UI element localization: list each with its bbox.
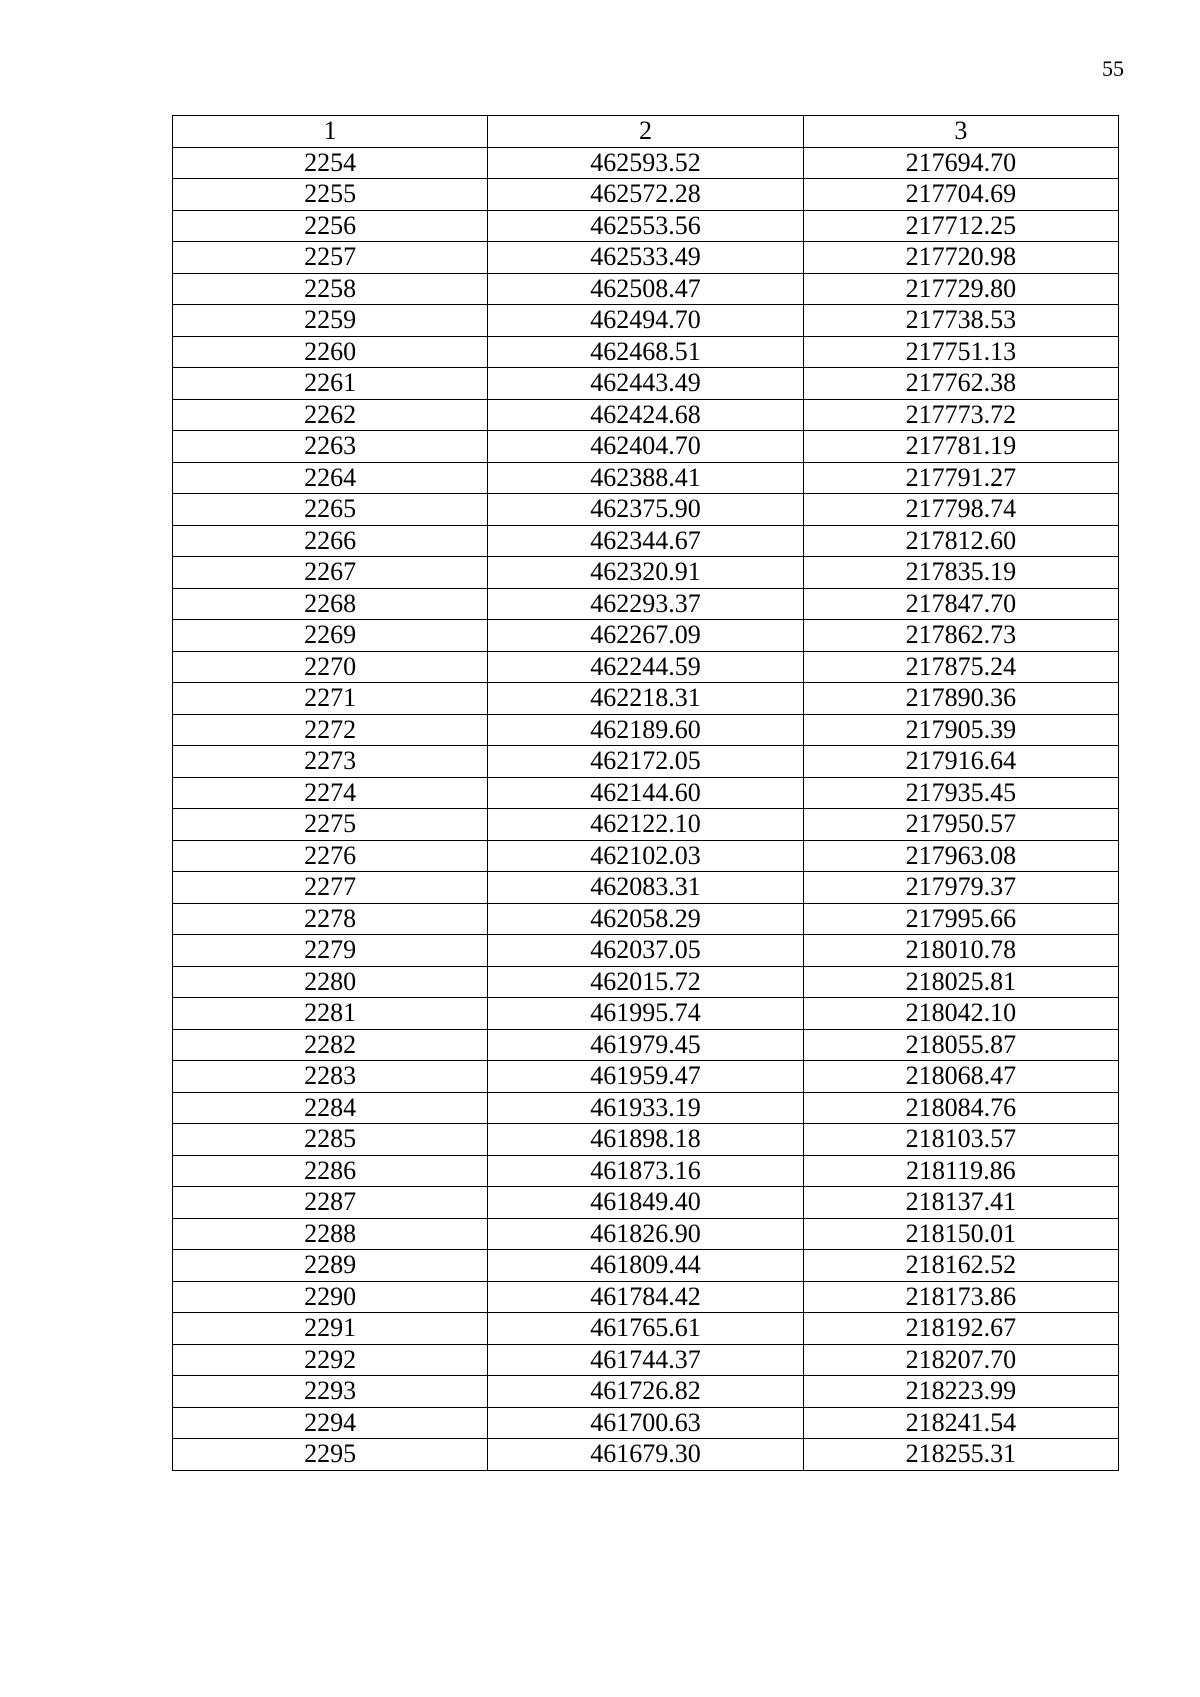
table-cell: 2282 <box>173 1029 488 1061</box>
column-header: 1 <box>173 116 488 148</box>
table-row <box>173 1250 1119 1282</box>
table-cell: 462244.59 <box>488 651 803 683</box>
table-row <box>173 1124 1119 1156</box>
table-cell: 218241.54 <box>803 1407 1118 1439</box>
table-cell: 2267 <box>173 557 488 589</box>
table-cell: 217791.27 <box>803 462 1118 494</box>
table-row <box>173 588 1119 620</box>
table-cell: 2281 <box>173 998 488 1030</box>
table-row <box>173 840 1119 872</box>
table-cell: 462218.31 <box>488 683 803 715</box>
table-cell: 217847.70 <box>803 588 1118 620</box>
table-cell: 461726.82 <box>488 1376 803 1408</box>
table-cell: 218162.52 <box>803 1250 1118 1282</box>
table-cell: 217995.66 <box>803 903 1118 935</box>
table-row <box>173 651 1119 683</box>
column-header: 2 <box>488 116 803 148</box>
table-cell: 461826.90 <box>488 1218 803 1250</box>
table-cell: 461765.61 <box>488 1313 803 1345</box>
table-cell: 462144.60 <box>488 777 803 809</box>
table-cell: 2268 <box>173 588 488 620</box>
table-cell: 217712.25 <box>803 210 1118 242</box>
table-cell: 461700.63 <box>488 1407 803 1439</box>
table-row <box>173 242 1119 274</box>
table-row <box>173 1313 1119 1345</box>
table-row <box>173 746 1119 778</box>
table-cell: 2275 <box>173 809 488 841</box>
table-cell: 2287 <box>173 1187 488 1219</box>
table-cell: 462443.49 <box>488 368 803 400</box>
table-row <box>173 620 1119 652</box>
table-cell: 461995.74 <box>488 998 803 1030</box>
table-cell: 218207.70 <box>803 1344 1118 1376</box>
table-cell: 462593.52 <box>488 147 803 179</box>
table-cell: 2286 <box>173 1155 488 1187</box>
table-row <box>173 1344 1119 1376</box>
table-cell: 2263 <box>173 431 488 463</box>
table-cell: 2285 <box>173 1124 488 1156</box>
table-row <box>173 998 1119 1030</box>
table-cell: 2277 <box>173 872 488 904</box>
table-cell: 2256 <box>173 210 488 242</box>
table-cell: 2260 <box>173 336 488 368</box>
table-cell: 461849.40 <box>488 1187 803 1219</box>
table-cell: 2279 <box>173 935 488 967</box>
page-number: 55 <box>1102 56 1124 81</box>
table-row <box>173 1092 1119 1124</box>
table-row <box>173 336 1119 368</box>
table-cell: 462404.70 <box>488 431 803 463</box>
table-cell: 2273 <box>173 746 488 778</box>
table-cell: 2292 <box>173 1344 488 1376</box>
table-cell: 218255.31 <box>803 1439 1118 1471</box>
table-row <box>173 525 1119 557</box>
table-cell: 462172.05 <box>488 746 803 778</box>
table-row <box>173 809 1119 841</box>
table-row <box>173 872 1119 904</box>
table-cell: 217890.36 <box>803 683 1118 715</box>
table-cell: 2261 <box>173 368 488 400</box>
table-row <box>173 683 1119 715</box>
table-cell: 2284 <box>173 1092 488 1124</box>
table-cell: 217950.57 <box>803 809 1118 841</box>
table-cell: 2259 <box>173 305 488 337</box>
table-row <box>173 557 1119 589</box>
table-cell: 218192.67 <box>803 1313 1118 1345</box>
table-cell: 462293.37 <box>488 588 803 620</box>
table-cell: 218010.78 <box>803 935 1118 967</box>
table-row <box>173 399 1119 431</box>
table-cell: 461744.37 <box>488 1344 803 1376</box>
table-cell: 462494.70 <box>488 305 803 337</box>
table-cell: 217751.13 <box>803 336 1118 368</box>
table-cell: 2255 <box>173 179 488 211</box>
table-cell: 462388.41 <box>488 462 803 494</box>
table-cell: 2257 <box>173 242 488 274</box>
table-cell: 462375.90 <box>488 494 803 526</box>
table-cell: 217694.70 <box>803 147 1118 179</box>
table-cell: 2289 <box>173 1250 488 1282</box>
table-cell: 2283 <box>173 1061 488 1093</box>
table-cell: 462344.67 <box>488 525 803 557</box>
table-row <box>173 179 1119 211</box>
table-cell: 218150.01 <box>803 1218 1118 1250</box>
table-cell: 217905.39 <box>803 714 1118 746</box>
table-cell: 217729.80 <box>803 273 1118 305</box>
table-cell: 218103.57 <box>803 1124 1118 1156</box>
table-cell: 217773.72 <box>803 399 1118 431</box>
table-cell: 2293 <box>173 1376 488 1408</box>
table-cell: 2295 <box>173 1439 488 1471</box>
table-cell: 217812.60 <box>803 525 1118 557</box>
table-cell: 2262 <box>173 399 488 431</box>
table-row <box>173 777 1119 809</box>
table-cell: 461784.42 <box>488 1281 803 1313</box>
table-row <box>173 903 1119 935</box>
table-header <box>173 116 1119 148</box>
table-cell: 462468.51 <box>488 336 803 368</box>
table-cell: 462572.28 <box>488 179 803 211</box>
coordinates-table <box>172 115 1119 1471</box>
table-cell: 462424.68 <box>488 399 803 431</box>
table-cell: 217835.19 <box>803 557 1118 589</box>
table-cell: 218137.41 <box>803 1187 1118 1219</box>
table-row <box>173 1029 1119 1061</box>
table-cell: 217762.38 <box>803 368 1118 400</box>
table-cell: 2265 <box>173 494 488 526</box>
table-cell: 217781.19 <box>803 431 1118 463</box>
header-row <box>173 116 1119 148</box>
table-cell: 2264 <box>173 462 488 494</box>
table-cell: 462037.05 <box>488 935 803 967</box>
table-row <box>173 1376 1119 1408</box>
table-cell: 217704.69 <box>803 179 1118 211</box>
table-row <box>173 1439 1119 1471</box>
table-cell: 2269 <box>173 620 488 652</box>
table-cell: 2272 <box>173 714 488 746</box>
table-row <box>173 305 1119 337</box>
table-cell: 461898.18 <box>488 1124 803 1156</box>
table-cell: 2290 <box>173 1281 488 1313</box>
table-cell: 2271 <box>173 683 488 715</box>
table-cell: 218223.99 <box>803 1376 1118 1408</box>
table-cell: 217862.73 <box>803 620 1118 652</box>
table-row <box>173 935 1119 967</box>
table-row <box>173 494 1119 526</box>
table-row <box>173 1155 1119 1187</box>
table-cell: 218042.10 <box>803 998 1118 1030</box>
table-cell: 218119.86 <box>803 1155 1118 1187</box>
table-cell: 462102.03 <box>488 840 803 872</box>
table-cell: 462122.10 <box>488 809 803 841</box>
table-cell: 462189.60 <box>488 714 803 746</box>
table-row <box>173 1281 1119 1313</box>
table-cell: 2280 <box>173 966 488 998</box>
table-cell: 218084.76 <box>803 1092 1118 1124</box>
table-cell: 217798.74 <box>803 494 1118 526</box>
table-cell: 462267.09 <box>488 620 803 652</box>
table-cell: 217979.37 <box>803 872 1118 904</box>
table-row <box>173 1061 1119 1093</box>
table-row <box>173 210 1119 242</box>
table-cell: 462015.72 <box>488 966 803 998</box>
table-cell: 461979.45 <box>488 1029 803 1061</box>
table-cell: 217916.64 <box>803 746 1118 778</box>
table-cell: 462058.29 <box>488 903 803 935</box>
table-cell: 217875.24 <box>803 651 1118 683</box>
table-cell: 462083.31 <box>488 872 803 904</box>
table-row <box>173 1218 1119 1250</box>
column-header: 3 <box>803 116 1118 148</box>
table-cell: 218173.86 <box>803 1281 1118 1313</box>
table-row <box>173 273 1119 305</box>
table-cell: 462533.49 <box>488 242 803 274</box>
table-cell: 2270 <box>173 651 488 683</box>
table-cell: 2254 <box>173 147 488 179</box>
table-cell: 462553.56 <box>488 210 803 242</box>
table-cell: 462320.91 <box>488 557 803 589</box>
table-row <box>173 966 1119 998</box>
table-cell: 218055.87 <box>803 1029 1118 1061</box>
table-cell: 2278 <box>173 903 488 935</box>
table-cell: 217963.08 <box>803 840 1118 872</box>
table-cell: 462508.47 <box>488 273 803 305</box>
table-cell: 2291 <box>173 1313 488 1345</box>
table-cell: 2288 <box>173 1218 488 1250</box>
table-row <box>173 368 1119 400</box>
table-body <box>173 147 1119 1470</box>
table-row <box>173 714 1119 746</box>
table-cell: 218025.81 <box>803 966 1118 998</box>
table-row <box>173 1407 1119 1439</box>
table-cell: 461959.47 <box>488 1061 803 1093</box>
table-cell: 461679.30 <box>488 1439 803 1471</box>
table-row <box>173 147 1119 179</box>
table-cell: 217720.98 <box>803 242 1118 274</box>
table-cell: 2276 <box>173 840 488 872</box>
table-cell: 217935.45 <box>803 777 1118 809</box>
table-cell: 461933.19 <box>488 1092 803 1124</box>
table-cell: 461873.16 <box>488 1155 803 1187</box>
table-row <box>173 462 1119 494</box>
table-cell: 461809.44 <box>488 1250 803 1282</box>
table-row <box>173 431 1119 463</box>
table-row <box>173 1187 1119 1219</box>
table-cell: 2266 <box>173 525 488 557</box>
table-cell: 2258 <box>173 273 488 305</box>
table-cell: 218068.47 <box>803 1061 1118 1093</box>
table-cell: 2274 <box>173 777 488 809</box>
table-cell: 217738.53 <box>803 305 1118 337</box>
table-cell: 2294 <box>173 1407 488 1439</box>
